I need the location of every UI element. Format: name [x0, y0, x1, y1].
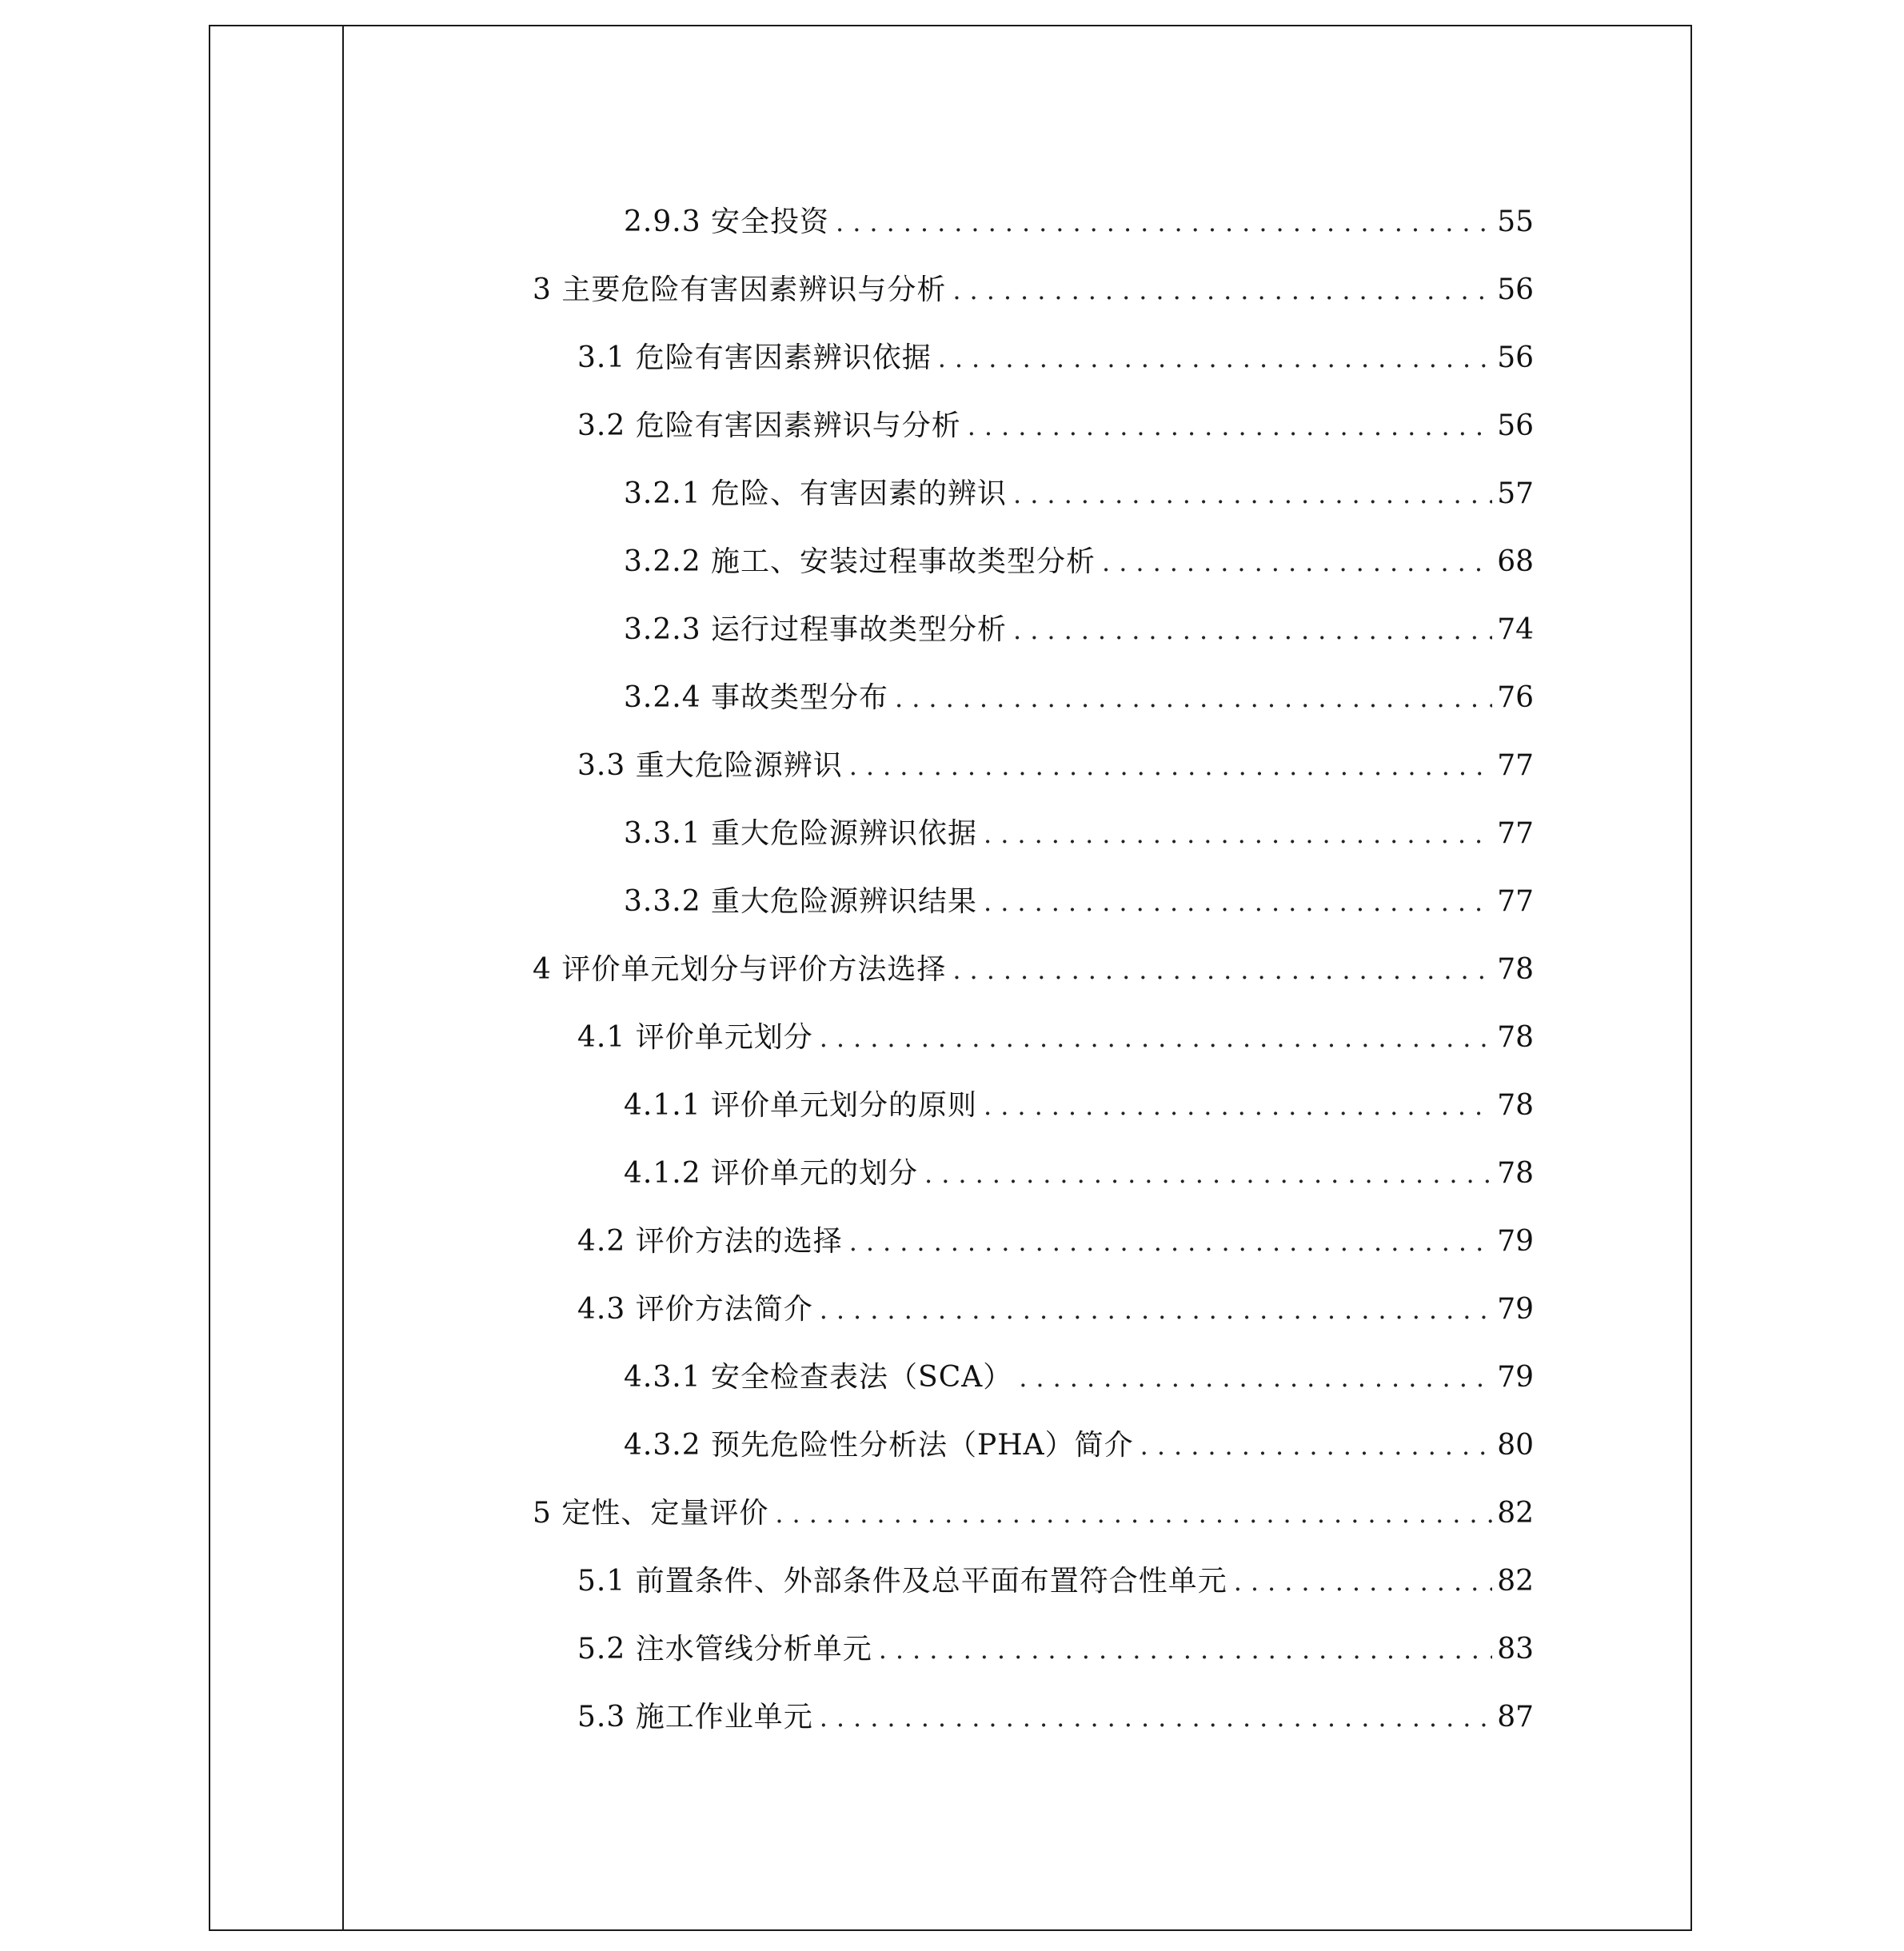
toc-entry-title: 3 主要危险有害因素辨识与分析 [533, 273, 947, 306]
dot-leader [895, 674, 1492, 722]
dot-leader [849, 1218, 1492, 1266]
toc-entry[interactable] [624, 1354, 1534, 1402]
dot-leader [820, 1014, 1492, 1062]
toc-page-number: 79 [1497, 1293, 1534, 1326]
toc-page-number: 78 [1497, 953, 1534, 986]
toc-entry-title: 4.1.1 评价单元划分的原则 [624, 1089, 978, 1122]
dot-leader [1013, 606, 1492, 654]
toc-page-number: 78 [1497, 1089, 1534, 1122]
toc-page-number: 57 [1497, 477, 1534, 510]
dot-leader [820, 1286, 1492, 1334]
dot-leader [924, 1150, 1492, 1198]
toc-entry[interactable] [624, 878, 1534, 926]
dot-leader [1013, 470, 1492, 518]
toc-entry-title: 3.3 重大危险源辨识 [577, 749, 843, 782]
toc-entry[interactable] [577, 334, 1534, 382]
toc-entry-title: 2.9.3 安全投资 [624, 205, 830, 238]
dot-leader [879, 1626, 1492, 1674]
toc-entry[interactable] [624, 606, 1534, 654]
toc-entry-title: 3.2.4 事故类型分布 [624, 681, 889, 714]
toc-entry-title: 5.1 前置条件、外部条件及总平面布置符合性单元 [577, 1565, 1227, 1598]
toc-entry-title: 3.3.1 重大危险源辨识依据 [624, 817, 978, 850]
toc-page-number: 79 [1497, 1225, 1534, 1258]
toc-entry[interactable] [577, 1014, 1534, 1062]
toc-entry[interactable] [624, 1422, 1534, 1470]
dot-leader [952, 266, 1492, 314]
dot-leader [1102, 538, 1492, 586]
toc-entry-title: 5.2 注水管线分析单元 [577, 1633, 872, 1666]
toc-entry[interactable] [577, 402, 1534, 450]
dot-leader [1140, 1422, 1493, 1470]
toc-entry[interactable] [577, 1286, 1534, 1334]
toc-entry-title: 5 定性、定量评价 [533, 1497, 769, 1530]
toc-entry[interactable] [624, 674, 1534, 722]
toc-page-number: 79 [1497, 1361, 1534, 1394]
toc-page-number: 77 [1497, 885, 1534, 918]
dot-leader [952, 946, 1492, 994]
dot-leader [820, 1694, 1492, 1742]
toc-entry[interactable] [624, 470, 1534, 518]
toc-entry-title: 4 评价单元划分与评价方法选择 [533, 953, 947, 986]
toc-entry-title: 3.2.2 施工、安装过程事故类型分析 [624, 545, 1096, 578]
dot-leader [984, 1082, 1492, 1130]
toc-page-number: 55 [1497, 205, 1534, 238]
dot-leader [836, 198, 1492, 246]
toc-entry[interactable] [533, 946, 1534, 994]
toc-page-number: 87 [1497, 1701, 1534, 1734]
toc-page-number: 83 [1497, 1633, 1534, 1666]
toc-entry[interactable] [624, 1150, 1534, 1198]
toc-entry[interactable] [577, 1694, 1534, 1742]
toc-entry-title: 3.3.2 重大危险源辨识结果 [624, 885, 978, 918]
toc-page-number: 77 [1497, 817, 1534, 850]
toc-entry-title: 4.1 评价单元划分 [577, 1021, 813, 1054]
toc-entry[interactable] [624, 198, 1534, 246]
toc-entry[interactable] [533, 266, 1534, 314]
toc-page-number: 82 [1497, 1565, 1534, 1598]
toc-entry-title: 3.1 危险有害因素辨识依据 [577, 341, 932, 374]
toc-entry-title: 3.2.3 运行过程事故类型分析 [624, 613, 1008, 646]
dot-leader [775, 1490, 1492, 1538]
toc-page-number: 76 [1497, 681, 1534, 714]
toc-page-number: 78 [1497, 1021, 1534, 1054]
toc-entry[interactable] [624, 810, 1534, 858]
toc-page-number: 68 [1497, 545, 1534, 578]
toc-entry-title: 4.3 评价方法简介 [577, 1293, 813, 1326]
dot-leader [1019, 1354, 1492, 1402]
toc-entry[interactable] [577, 1218, 1534, 1266]
toc-page-number: 74 [1497, 613, 1534, 646]
toc-page-number: 56 [1497, 273, 1534, 306]
toc-entry-title: 4.2 评价方法的选择 [577, 1225, 843, 1258]
toc-entry-title: 5.3 施工作业单元 [577, 1701, 813, 1734]
toc-entry-title: 3.2 危险有害因素辨识与分析 [577, 409, 961, 442]
dot-leader [1234, 1558, 1492, 1606]
toc-entry[interactable] [624, 1082, 1534, 1130]
toc-page-number: 78 [1497, 1157, 1534, 1190]
dot-leader [849, 742, 1492, 790]
toc-page-number: 77 [1497, 749, 1534, 782]
toc-entry-title: 4.3.2 预先危险性分析法（PHA）简介 [624, 1429, 1134, 1462]
dot-leader [984, 810, 1492, 858]
toc-entry-title: 4.1.2 评价单元的划分 [624, 1157, 919, 1190]
toc-entry[interactable] [577, 742, 1534, 790]
toc-entry[interactable] [577, 1626, 1534, 1674]
toc-page-number: 80 [1497, 1429, 1534, 1462]
dot-leader [984, 878, 1492, 926]
toc-page-number: 82 [1497, 1497, 1534, 1530]
toc-entry-title: 3.2.1 危险、有害因素的辨识 [624, 477, 1008, 510]
toc-page-number: 56 [1497, 341, 1534, 374]
toc-page-number: 56 [1497, 409, 1534, 442]
toc-entry[interactable] [624, 538, 1534, 586]
dot-leader [938, 334, 1492, 382]
toc-entry-title: 4.3.1 安全检查表法（SCA） [624, 1361, 1013, 1394]
dot-leader [968, 402, 1492, 450]
toc-entry[interactable] [533, 1490, 1534, 1538]
toc-entry[interactable] [577, 1558, 1534, 1606]
